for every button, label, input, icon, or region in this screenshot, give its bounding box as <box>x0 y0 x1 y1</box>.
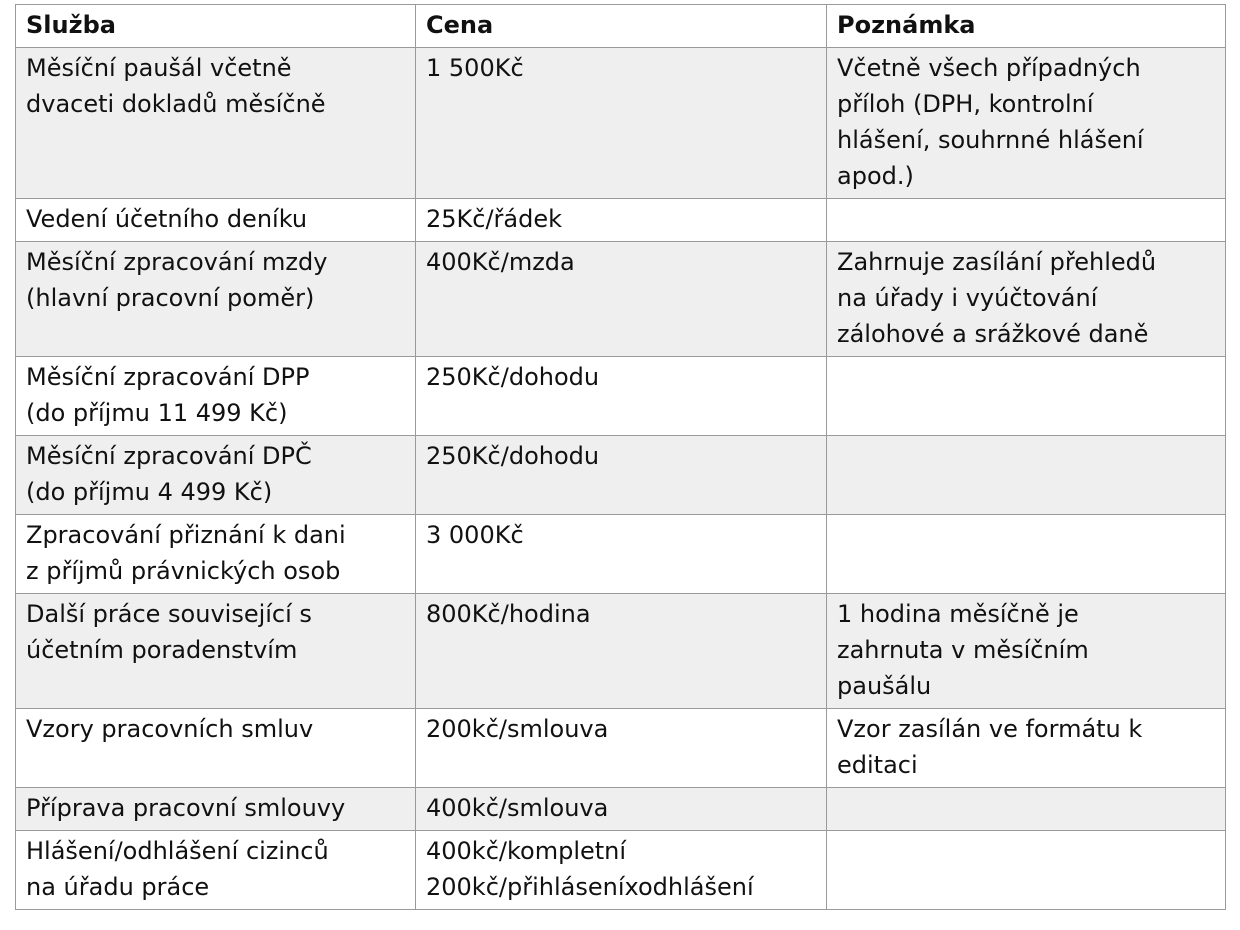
price-cell: 200kč/smlouva <box>416 709 827 788</box>
table-header <box>16 5 1226 48</box>
service-cell: Měsíční zpracování DPP (do příjmu 11 499 Kč) <box>16 357 416 436</box>
price-cell: 3 000Kč <box>416 515 827 594</box>
table-row <box>16 199 1226 242</box>
pricing-table <box>15 4 1226 910</box>
note-cell <box>827 357 1226 436</box>
table-row <box>16 831 1226 910</box>
table-row <box>16 242 1226 357</box>
note-cell: 1 hodina měsíčně je zahrnuta v měsíčním paušálu <box>827 594 1226 709</box>
service-cell: Měsíční paušál včetně dvaceti dokladů měsíčně <box>16 48 416 199</box>
table-row <box>16 48 1226 199</box>
price-cell: 400kč/smlouva <box>416 788 827 831</box>
note-cell: Vzor zasílán ve formátu k editaci <box>827 709 1226 788</box>
price-cell: 1 500Kč <box>416 48 827 199</box>
header-note: Poznámka <box>827 5 1226 48</box>
service-cell: Zpracování přiznání k dani z příjmů právnických osob <box>16 515 416 594</box>
service-cell: Vedení účetního deníku <box>16 199 416 242</box>
price-cell: 400Kč/mzda <box>416 242 827 357</box>
service-cell: Vzory pracovních smluv <box>16 709 416 788</box>
table-row <box>16 515 1226 594</box>
table-row <box>16 594 1226 709</box>
service-cell: Hlášení/odhlášení cizinců na úřadu práce <box>16 831 416 910</box>
service-cell: Další práce související s účetním poradenstvím <box>16 594 416 709</box>
note-cell: Zahrnuje zasílání přehledů na úřady i vyúčtování zálohové a srážkové daně <box>827 242 1226 357</box>
table-body <box>16 48 1226 910</box>
price-cell: 250Kč/dohodu <box>416 357 827 436</box>
note-cell <box>827 199 1226 242</box>
note-cell <box>827 788 1226 831</box>
service-cell: Měsíční zpracování DPČ (do příjmu 4 499 Kč) <box>16 436 416 515</box>
note-cell: Včetně všech případných příloh (DPH, kontrolní hlášení, souhrnné hlášení apod.) <box>827 48 1226 199</box>
table-row <box>16 436 1226 515</box>
note-cell <box>827 831 1226 910</box>
service-cell: Měsíční zpracování mzdy (hlavní pracovní poměr) <box>16 242 416 357</box>
table-row <box>16 357 1226 436</box>
note-cell <box>827 515 1226 594</box>
price-cell: 250Kč/dohodu <box>416 436 827 515</box>
header-price: Cena <box>416 5 827 48</box>
header-row <box>16 5 1226 48</box>
header-service: Služba <box>16 5 416 48</box>
service-cell: Příprava pracovní smlouvy <box>16 788 416 831</box>
table-row <box>16 709 1226 788</box>
note-cell <box>827 436 1226 515</box>
table-row <box>16 788 1226 831</box>
price-cell: 400kč/kompletní 200kč/přihláseníxodhlášení <box>416 831 827 910</box>
price-cell: 800Kč/hodina <box>416 594 827 709</box>
price-cell: 25Kč/řádek <box>416 199 827 242</box>
